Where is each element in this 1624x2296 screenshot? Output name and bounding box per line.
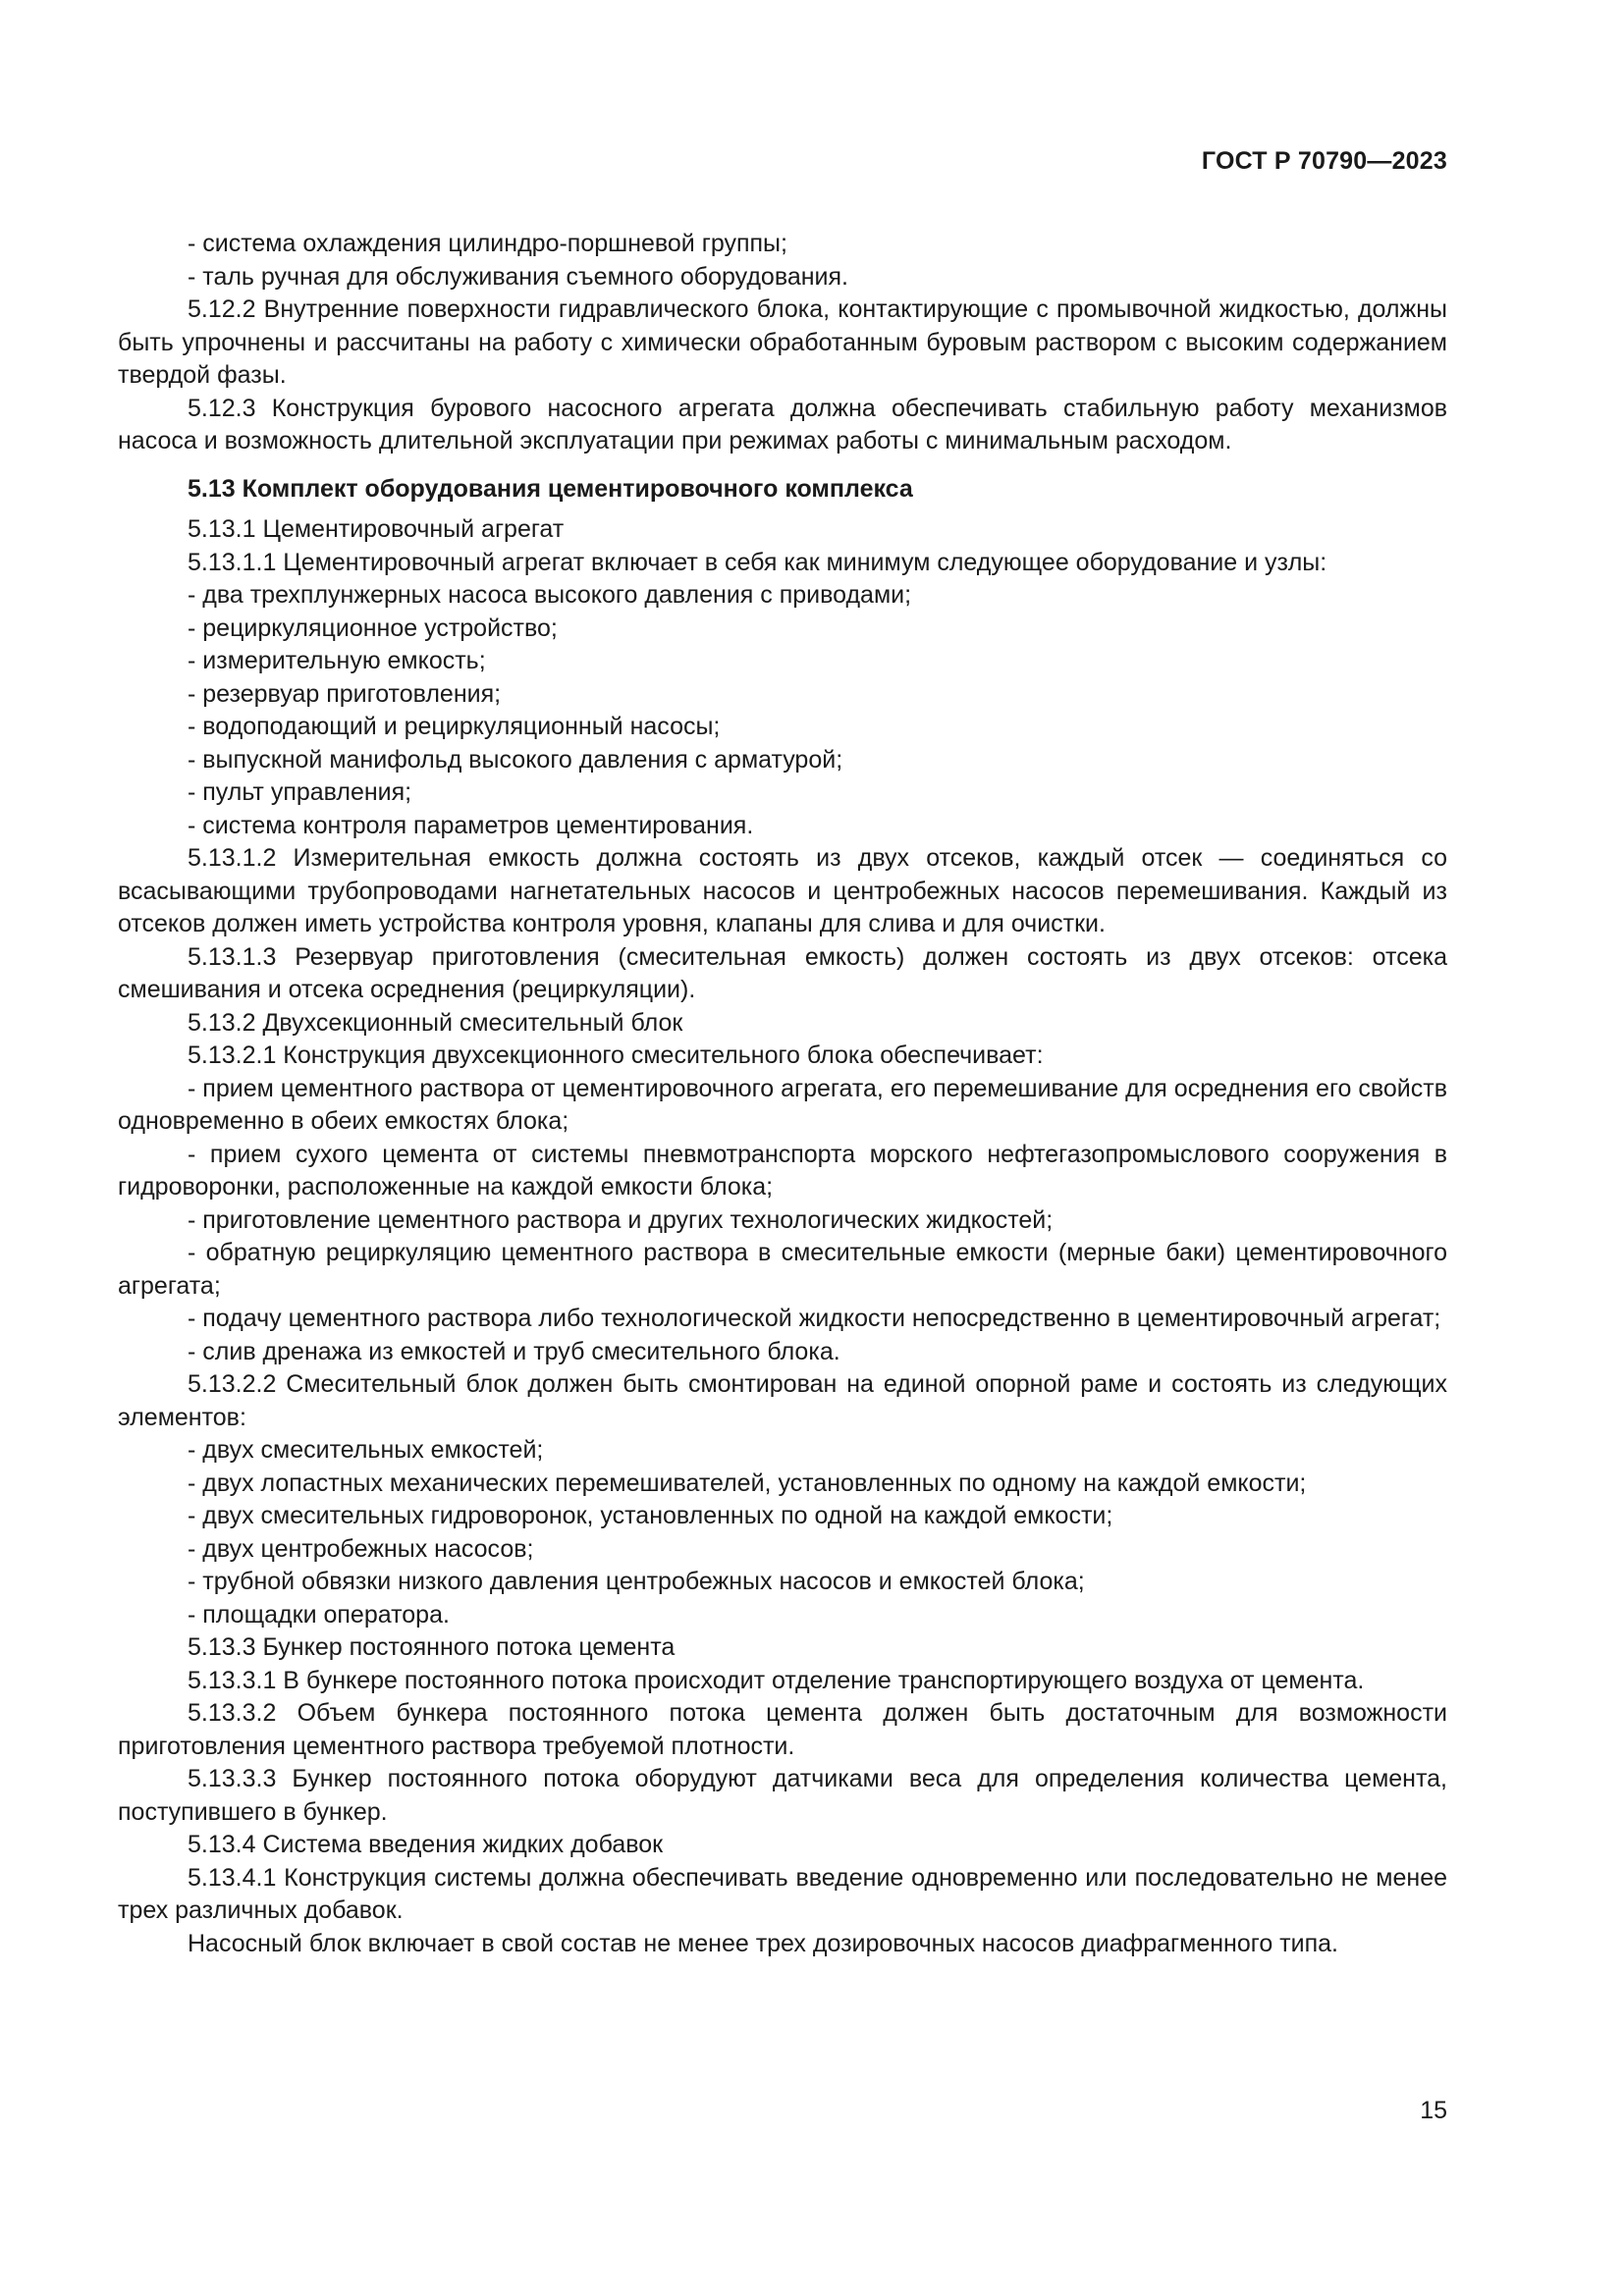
paragraph-5-13-1-1: 5.13.1.1 Цементировочный агрегат включает в себя как минимум следующее оборудование и узлы: [188, 548, 1327, 576]
paragraph-5-13-1-3: 5.13.1.3 Резервуар приготовления (смесительная емкость) должен состоять из двух отсеков: отсека смешивания и отсека осреднения (рециркуляции). [118, 942, 1447, 1003]
list-item: - резервуар приготовления; [188, 679, 502, 708]
section-heading-5-13: 5.13 Комплект оборудования цементировочного комплекса [188, 474, 913, 503]
paragraph-5-13-2-1: 5.13.2.1 Конструкция двухсекционного смесительного блока обеспечивает: [188, 1041, 1044, 1069]
list-item: - система контроля параметров цементирования. [188, 811, 754, 839]
list-item: - двух лопастных механических перемешивателей, установленных по одному на каждой емкости; [188, 1468, 1307, 1497]
list-item: - прием сухого цемента от системы пневмотранспорта морского нефтегазопромыслового сооружения в гидроворонки, расположенные на каждой емкости блока; [118, 1140, 1447, 1201]
list-item: - подачу цементного раствора либо технологической жидкости непосредственно в цементировочный агрегат; [188, 1305, 1441, 1332]
paragraph-5-13-3-3: 5.13.3.3 Бункер постоянного потока оборудуют датчиками веса для определения количества цемента, поступившего в бункер. [118, 1765, 1447, 1826]
list-item: - пульт управления; [188, 778, 412, 806]
list-item: - обратную рециркуляцию цементного раствора в смесительные емкости (мерные баки) цементировочного агрегата; [118, 1239, 1447, 1300]
list-item: - двух центробежных насосов; [188, 1534, 534, 1563]
page-number: 15 [1420, 2097, 1447, 2124]
list-item: - два трехплунжерных насоса высокого давления с приводами; [188, 581, 912, 609]
paragraph-5-13-2-2: 5.13.2.2 Смесительный блок должен быть смонтирован на единой опорной раме и состоять из следующих элементов: [118, 1370, 1447, 1431]
list-item: - двух смесительных гидроворонок, установленных по одной на каждой емкости; [188, 1502, 1113, 1529]
list-item: - площадки оператора. [188, 1600, 450, 1629]
list-item: - водоподающий и рециркуляционный насосы; [188, 713, 721, 740]
subsection-heading-5-13-1: 5.13.1 Цементировочный агрегат [188, 515, 565, 543]
list-item: - таль ручная для обслуживания съемного оборудования. [188, 262, 848, 291]
paragraph-5-12-2: 5.12.2 Внутренние поверхности гидравлического блока, контактирующие с промывочной жидкостью, должны быть упрочнены и рассчитаны на работу с химически обработанным буровым раствором с высоким содержанием твердой фазы. [118, 295, 1447, 389]
list-item: - двух смесительных емкостей; [188, 1436, 544, 1464]
subsection-heading-5-13-4: 5.13.4 Система введения жидких добавок [188, 1831, 664, 1858]
subsection-heading-5-13-2: 5.13.2 Двухсекционный смесительный блок [188, 1008, 683, 1037]
list-item: - приготовление цементного раствора и других технологических жидкостей; [188, 1205, 1054, 1234]
subsection-heading-5-13-3: 5.13.3 Бункер постоянного потока цемента [188, 1633, 676, 1661]
list-item: - выпускной манифольд высокого давления с арматурой; [188, 745, 843, 774]
list-item: - измерительную емкость; [188, 647, 486, 674]
paragraph-5-13-4-1: 5.13.4.1 Конструкция системы должна обеспечивать введение одновременно или последовательно не менее трех различных добавок. [118, 1863, 1447, 1924]
paragraph-5-13-3-2: 5.13.3.2 Объем бункера постоянного потока цемента должен быть достаточным для возможности приготовления цементного раствора требуемой плотности. [118, 1699, 1447, 1760]
paragraph-5-12-3: 5.12.3 Конструкция бурового насосного агрегата должна обеспечивать стабильную работу механизмов насоса и возможность длительной эксплуатации при режимах работы с минимальным расходом. [118, 394, 1447, 454]
document-code-header: ГОСТ Р 70790—2023 [1201, 147, 1447, 175]
list-item: - трубной обвязки низкого давления центробежных насосов и емкостей блока; [188, 1568, 1085, 1595]
list-item: - рециркуляционное устройство; [188, 614, 558, 642]
paragraph-5-13-1-2: 5.13.1.2 Измерительная емкость должна состоять из двух отсеков, каждый отсек — соединяться со всасывающими трубопроводами нагнетательных насосов и центробежных насосов перемешивания. Каждый из отсеков должен иметь устройства контроля уровня, клапаны для слива и для очистки. [118, 844, 1447, 937]
paragraph-5-13-3-1: 5.13.3.1 В бункере постоянного потока происходит отделение транспортирующего воздуха от цемента. [188, 1666, 1365, 1694]
paragraph-pump-block: Насосный блок включает в свой состав не менее трех дозировочных насосов диафрагменного типа. [188, 1929, 1338, 1957]
document-body [118, 228, 1447, 1960]
list-item: - система охлаждения цилиндро-поршневой группы; [188, 230, 787, 257]
list-item: - слив дренажа из емкостей и труб смесительного блока. [188, 1337, 840, 1365]
list-item: - прием цементного раствора от цементировочного агрегата, его перемешивание для осреднения его свойств одновременно в обеих емкостях блока; [118, 1074, 1447, 1135]
